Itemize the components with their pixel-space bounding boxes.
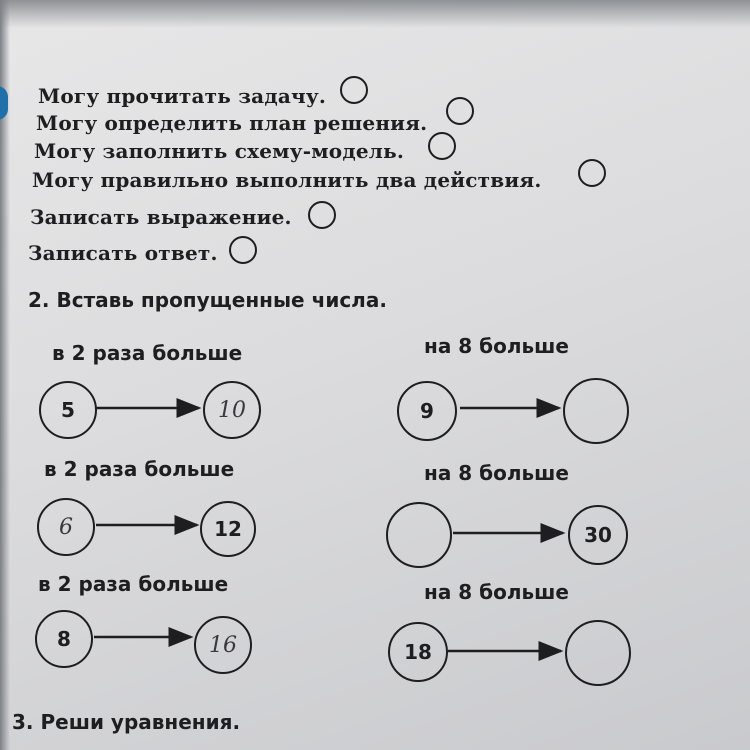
handwritten-answer: 10: [218, 397, 246, 423]
number-circle-right-2-from[interactable]: [386, 502, 452, 568]
number-circle-left-2-to[interactable]: [200, 501, 256, 557]
handwritten-answer: 16: [209, 632, 237, 658]
left-rule-label-2: в 2 раза больше: [44, 457, 235, 481]
checklist-item-3: Могу заполнить схему-модель.: [34, 139, 405, 163]
right-rule-label-2: на 8 больше: [424, 461, 569, 485]
number-circle-right-3-to[interactable]: [565, 620, 631, 686]
checklist-item-1: Могу прочитать задачу.: [38, 84, 327, 108]
number-circle-right-1-from[interactable]: [397, 381, 457, 441]
number-value: 30: [584, 523, 612, 547]
number-circle-right-3-from[interactable]: [388, 622, 448, 682]
handwritten-answer: 6: [59, 514, 73, 540]
number-value: 12: [214, 517, 242, 541]
checklist-item-5: Записать выражение.: [30, 205, 292, 229]
number-circle-left-1-from[interactable]: [39, 381, 97, 439]
number-value: 5: [61, 398, 75, 422]
number-circle-left-2-from[interactable]: [37, 498, 95, 556]
number-circle-left-3-to[interactable]: [194, 616, 252, 674]
number-circle-right-1-to[interactable]: [563, 378, 629, 444]
number-circle-right-2-to[interactable]: [568, 505, 628, 565]
number-value: 18: [404, 640, 432, 664]
task-2-title: 2. Вставь пропущенные числа.: [28, 288, 387, 312]
number-circle-left-3-from[interactable]: [35, 610, 93, 668]
checklist-item-6: Записать ответ.: [28, 241, 218, 265]
left-rule-label-1: в 2 раза больше: [52, 341, 243, 365]
number-value: 8: [57, 627, 71, 651]
number-value: 9: [420, 399, 434, 423]
number-circle-left-1-to[interactable]: [203, 381, 261, 439]
right-rule-label-1: на 8 больше: [424, 334, 569, 358]
right-rule-label-3: на 8 больше: [424, 580, 569, 604]
task-3-title: 3. Реши уравнения.: [12, 710, 241, 734]
checklist-item-4: Могу правильно выполнить два действия.: [32, 168, 542, 192]
checklist-item-2: Могу определить план решения.: [36, 111, 428, 135]
left-rule-label-3: в 2 раза больше: [38, 572, 229, 596]
